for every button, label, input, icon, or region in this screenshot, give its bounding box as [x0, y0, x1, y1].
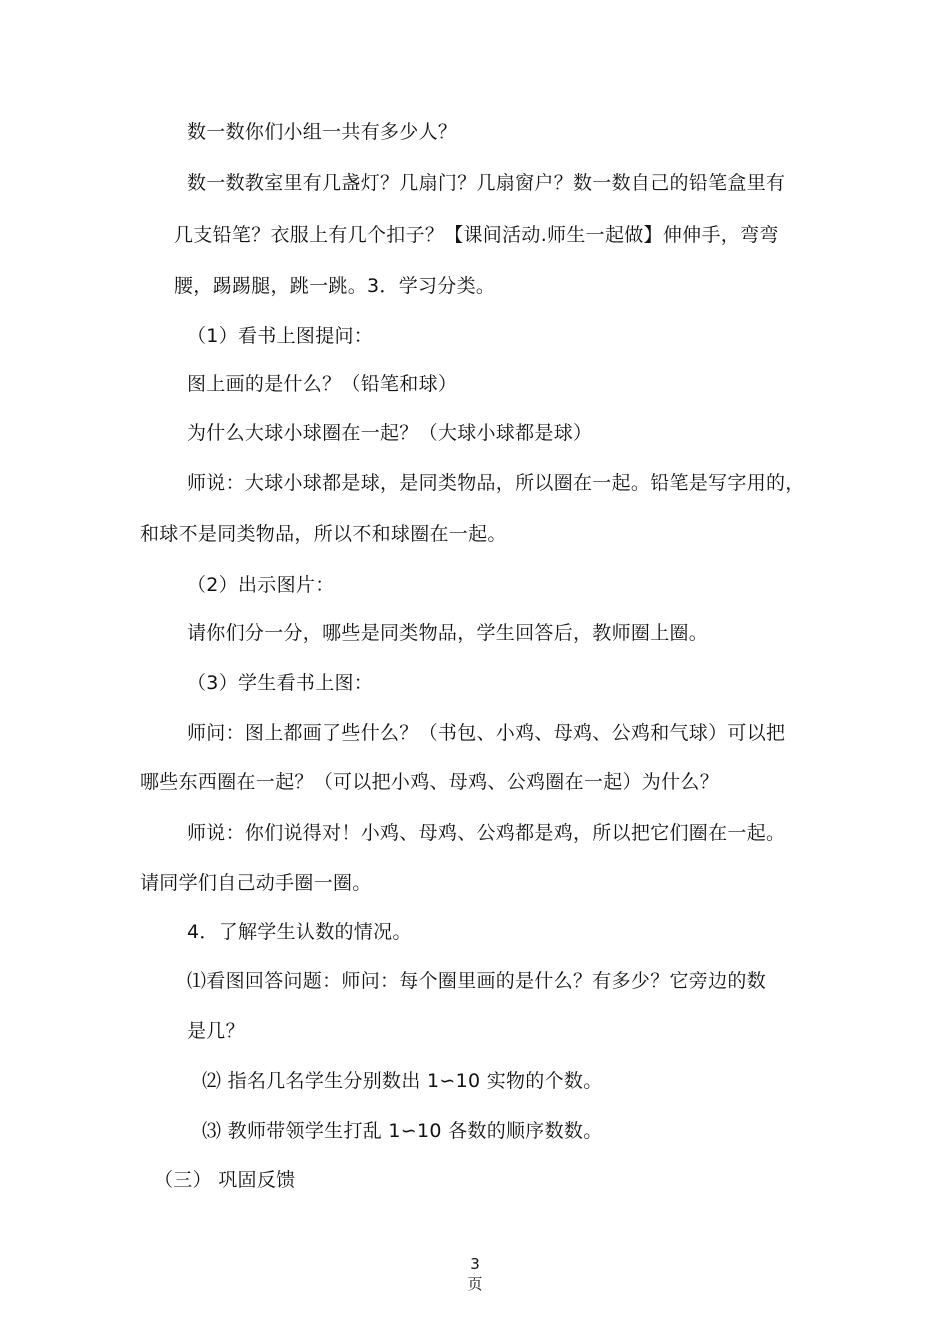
text-line: 请你们分一分，哪些是同类物品，学生回答后，教师圈上圈。 — [187, 622, 709, 644]
text-line: 哪些东西圈在一起？（可以把小鸡、母鸡、公鸡圈在一起）为什么？ — [140, 771, 720, 793]
text-line: 师问：图上都画了些什么？（书包、小鸡、母鸡、公鸡和气球）可以把 — [187, 722, 786, 744]
text-line: ⑵ 指名几名学生分别数出 1∽10 实物的个数。 — [202, 1070, 603, 1092]
text-line: 是几？ — [187, 1020, 245, 1042]
text-line: （1）看书上图提问： — [187, 325, 374, 347]
text-line: 和球不是同类物品，所以不和球圈在一起。 — [140, 523, 507, 545]
text-line: 数一数你们小组一共有多少人？ — [187, 121, 458, 143]
text-line: 几支铅笔？衣服上有几个扣子？【课间活动.师生一起做】伸伸手，弯弯 — [174, 224, 779, 246]
text-line: ⑶ 教师带领学生打乱 1∽10 各数的顺序数数。 — [202, 1120, 603, 1142]
section-heading: （三） 巩固反馈 — [154, 1169, 296, 1191]
text-line: ⑴看图回答问题：师问：每个圈里画的是什么？有多少？它旁边的数 — [187, 970, 767, 992]
text-line: 4．了解学生认数的情况。 — [187, 921, 412, 943]
page-label: 页 — [467, 1275, 483, 1293]
text-line: （3）学生看书上图： — [187, 672, 374, 694]
text-line: 腰，踢踢腿，跳一跳。3．学习分类。 — [174, 275, 496, 297]
text-line: 师说：大球小球都是球，是同类物品，所以圈在一起。铅笔是写字用的， — [187, 472, 805, 494]
text-line: 图上画的是什么？（铅笔和球） — [187, 373, 458, 395]
text-line: （2）出示图片： — [187, 574, 335, 596]
text-line: 为什么大球小球圈在一起？（大球小球都是球） — [187, 422, 593, 444]
text-line: 数一数教室里有几盏灯？几扇门？几扇窗户？数一数自己的铅笔盒里有 — [187, 172, 786, 194]
text-line: 师说：你们说得对！小鸡、母鸡、公鸡都是鸡，所以把它们圈在一起。 — [187, 822, 786, 844]
text-line: 请同学们自己动手圈一圈。 — [140, 872, 372, 894]
page-number: 3 — [470, 1255, 480, 1273]
